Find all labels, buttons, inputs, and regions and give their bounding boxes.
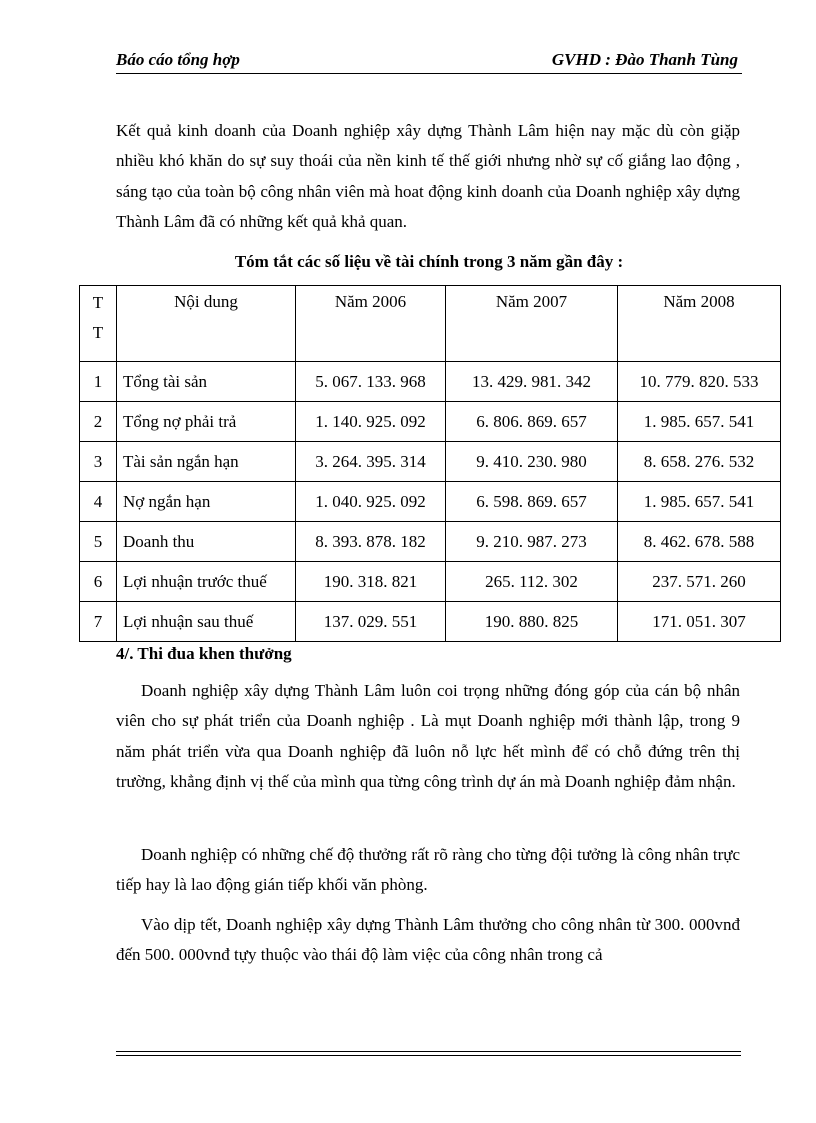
row-2008: 237. 571. 260 — [618, 562, 781, 602]
header-report-title: Báo cáo tổng hợp — [116, 50, 240, 69]
footer-rule-top — [116, 1051, 741, 1052]
intro-paragraph: Kết quả kinh doanh của Doanh nghiệp xây dựng Thành Lâm hiện nay mặc dù còn giặp nhiều khó khăn do sự suy thoái của nền kinh tế thế giới nhưng nhờ sự cố giắng lao động , sáng tạo của toàn bộ công nhân viên mà hoat động kinh doanh của Doanh nghiệp xây dựng Thành Lâm đã có những kết quả khả quan. — [116, 121, 740, 231]
row-content: Lợi nhuận trước thuế — [117, 562, 296, 602]
row-tt: 7 — [80, 602, 117, 642]
table-row — [80, 602, 781, 642]
row-2007: 6. 806. 869. 657 — [446, 402, 618, 442]
row-content: Tổng nợ phải trả — [117, 402, 296, 442]
header-tt — [80, 286, 117, 362]
table-row — [80, 362, 781, 402]
header-2008: Năm 2008 — [618, 286, 781, 362]
section-title: 4/. Thi đua khen thưởng — [116, 644, 292, 663]
row-2008: 171. 051. 307 — [618, 602, 781, 642]
row-content: Lợi nhuận sau thuế — [117, 602, 296, 642]
row-2008: 10. 779. 820. 533 — [618, 362, 781, 402]
row-2006: 8. 393. 878. 182 — [296, 522, 446, 562]
row-2006: 190. 318. 821 — [296, 562, 446, 602]
row-tt: 1 — [80, 362, 117, 402]
row-2006: 1. 040. 925. 092 — [296, 482, 446, 522]
row-2008: 8. 462. 678. 588 — [618, 522, 781, 562]
header-rule — [116, 73, 742, 74]
header-content: Nội dung — [117, 286, 296, 362]
row-2008: 1. 985. 657. 541 — [618, 402, 781, 442]
row-tt: 5 — [80, 522, 117, 562]
row-2006: 3. 264. 395. 314 — [296, 442, 446, 482]
section-paragraph-1: Doanh nghiệp xây dựng Thành Lâm luôn coi trọng những đóng góp của cán bộ nhân viên cho sự phát triển của Doanh nghiệp . Là mụt Doanh nghiệp mới thành lập, trong 9 năm phát triển vừa qua Doanh nghiệp đã luôn nỗ lực hết mình để có chỗ đứng trên thị trường, khẳng định vị thế của mình qua từng công trình dự án mà Doanh nghiệp đảm nhận. — [116, 681, 740, 791]
table-row — [80, 522, 781, 562]
row-content: Tài sản ngắn hạn — [117, 442, 296, 482]
row-2007: 6. 598. 869. 657 — [446, 482, 618, 522]
header-2006: Năm 2006 — [296, 286, 446, 362]
row-2008: 8. 658. 276. 532 — [618, 442, 781, 482]
financial-summary-table — [79, 285, 781, 642]
table-row — [80, 402, 781, 442]
page-header — [116, 48, 742, 72]
row-2007: 9. 210. 987. 273 — [446, 522, 618, 562]
row-2006: 1. 140. 925. 092 — [296, 402, 446, 442]
section-paragraph-2: Doanh nghiệp có những chế độ thưởng rất rõ ràng cho từng đội tưởng là công nhân trực tiếp hay là lao động gián tiếp khối văn phòng. — [116, 845, 740, 895]
header-tt-line1: T — [92, 293, 104, 312]
row-2006: 137. 029. 551 — [296, 602, 446, 642]
footer-rule-bottom — [116, 1055, 741, 1056]
header-2007: Năm 2007 — [446, 286, 618, 362]
header-supervisor: GVHD : Đào Thanh Tùng — [551, 50, 738, 69]
section-paragraph-3: Vào dịp tết, Doanh nghiệp xây dựng Thành Lâm thưởng cho công nhân từ 300. 000vnđ đến 500. 000vnđ tựy thuộc vào thái độ làm việc của công nhân trong cả — [116, 915, 740, 965]
row-2007: 9. 410. 230. 980 — [446, 442, 618, 482]
row-tt: 6 — [80, 562, 117, 602]
table-caption: Tóm tắt các số liệu về tài chính trong 3 năm gần đây : — [234, 252, 624, 271]
row-tt: 3 — [80, 442, 117, 482]
header-tt-line2: T — [92, 323, 104, 342]
row-tt: 2 — [80, 402, 117, 442]
row-2008: 1. 985. 657. 541 — [618, 482, 781, 522]
row-2007: 190. 880. 825 — [446, 602, 618, 642]
row-2006: 5. 067. 133. 968 — [296, 362, 446, 402]
row-content: Tổng tài sản — [117, 362, 296, 402]
row-tt: 4 — [80, 482, 117, 522]
row-content: Doanh thu — [117, 522, 296, 562]
table-header-row — [80, 286, 781, 362]
row-content: Nợ ngắn hạn — [117, 482, 296, 522]
table-row — [80, 482, 781, 522]
row-2007: 265. 112. 302 — [446, 562, 618, 602]
table-row — [80, 442, 781, 482]
row-2007: 13. 429. 981. 342 — [446, 362, 618, 402]
table-row — [80, 562, 781, 602]
